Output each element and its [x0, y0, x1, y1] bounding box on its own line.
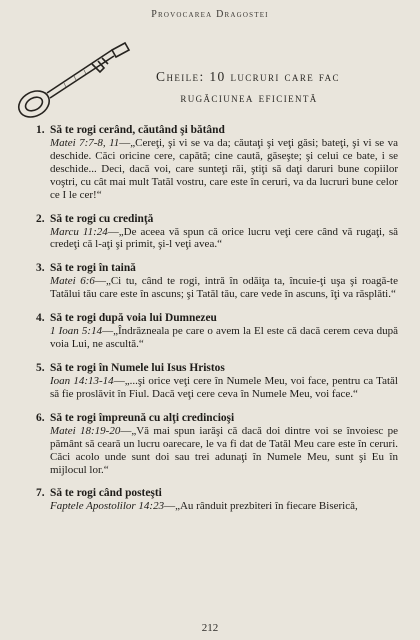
item-body [50, 425, 398, 477]
scripture-text: „Cereţi, şi vi se va da; căutaţi şi veţi găsi; bateţi, şi vi se va deschide. Căci oricine cere, capătă; cine caută, găseşte; şi celui ce bate, i se deschide... Deci, dacă voi, care sunteţi răi, ştiţi să daţi daruri bune copiilor voştri, cu cât mai mult Tatăl vostru, care este în ceruri, va da lucruri bune celor ce I le cer!“ [50, 137, 398, 201]
scripture-reference: Matei 7:7-8, 11 [50, 137, 120, 149]
item-body [50, 137, 398, 202]
item-heading: Să te rogi când posteşti [50, 487, 162, 500]
list-item [36, 312, 398, 351]
scripture-text: „Au rânduit prezbiteri în fiecare Biserică, [175, 500, 358, 513]
scripture-reference: Matei 6:6 [50, 275, 95, 288]
scripture-reference: Faptele Apostolilor 14:23 [50, 500, 165, 513]
list-item [36, 487, 398, 513]
item-number: 1. [36, 124, 45, 136]
item-number: 4. [36, 312, 45, 325]
item-heading: Să te rogi după voia lui Dumnezeu [50, 312, 217, 325]
scripture-text: „Îndrăzneala pe care o avem la El este că dacă cerem ceva după voia Lui, ne ascultă.“ [50, 325, 398, 351]
reference-separator: — [113, 374, 125, 387]
item-body [50, 275, 398, 301]
reference-separator: — [119, 137, 131, 149]
list-item [36, 362, 398, 401]
scripture-text: „...şi orice veţi cere în Numele Meu, voi face, pentru ca Tatăl să fie proslăvit în Fiul. Dacă veţi cere ceva în Numele Meu, voi face.“ [50, 374, 398, 400]
list-item [36, 124, 398, 202]
item-heading: Să te rogi împreună cu alţi credincioşi [50, 411, 235, 424]
scripture-reference: Matei 18:19-20 [50, 424, 121, 437]
chapter-title [98, 66, 398, 108]
reference-separator: — [102, 325, 114, 338]
item-body [50, 500, 398, 513]
reference-separator: — [94, 275, 106, 288]
running-header: Provocarea Dragostei [151, 9, 269, 20]
scripture-reference: Ioan 14:13-14 [50, 374, 114, 387]
scripture-text: „Vă mai spun iarăşi că dacă doi dintre voi se învoiesc pe pământ să ceară un lucru oarecare, le va fi dat de Tatăl Meu care este în ceruri. Căci acolo unde sunt doi sau trei adunaţi în Numele Meu, sunt şi Eu în mijlocul lor.“ [50, 424, 398, 476]
list-item [36, 412, 398, 477]
item-number: 2. [36, 212, 45, 225]
item-heading: Să te rogi în Numele lui Isus Hristos [50, 361, 225, 374]
page-number: 212 [201, 622, 219, 634]
scripture-reference: 1 Ioan 5:14 [50, 325, 103, 338]
item-body [50, 226, 398, 252]
list-item [36, 262, 398, 301]
item-heading: Să te rogi cerând, căutând şi bătând [50, 124, 225, 136]
chapter-title-line1: Cheile: 10 lucruri care fac [156, 69, 340, 84]
item-number: 5. [36, 361, 45, 374]
scripture-reference: Marcu 11:24 [50, 225, 108, 238]
reference-separator: — [120, 424, 132, 437]
item-heading: Să te rogi cu credinţă [50, 212, 154, 225]
reference-separator: — [164, 500, 176, 513]
list-item [36, 213, 398, 252]
item-number: 7. [36, 487, 45, 500]
item-body [50, 325, 398, 351]
item-heading: Să te rogi în taină [50, 262, 136, 275]
item-number: 3. [36, 262, 45, 275]
keys-list [36, 124, 398, 524]
scripture-text: „De aceea vă spun că orice lucru veţi cere când vă rugaţi, să credeţi că l-aţi şi primit, şi-l veţi avea.“ [50, 225, 399, 251]
scripture-text: „Ci tu, când te rogi, intră în odăiţa ta, încuie-ţi uşa şi roagă-te Tatălui tău care este în ascuns; şi Tatăl tău, care vede în ascuns, îţi va răsplăti.“ [50, 275, 398, 301]
item-number: 6. [36, 411, 45, 424]
chapter-title-line2: rugăciunea eficientă [180, 90, 318, 105]
item-body [50, 375, 398, 401]
reference-separator: — [107, 225, 119, 238]
